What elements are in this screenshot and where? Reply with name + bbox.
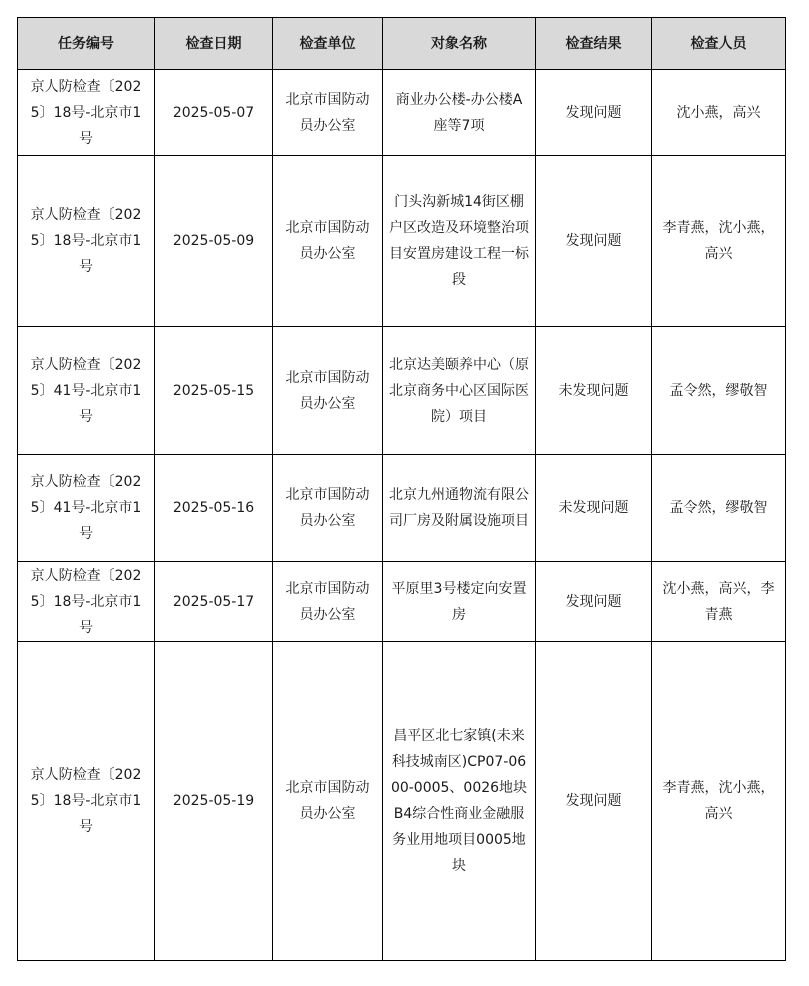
cell-unit: 北京市国防动员办公室 xyxy=(273,156,383,327)
table-body xyxy=(18,70,786,961)
cell-inspectors: 李青燕，沈小燕，高兴 xyxy=(652,156,786,327)
cell-object: 北京达美颐养中心（原北京商务中心区国际医院）项目 xyxy=(383,327,536,455)
cell-inspectors: 沈小燕，高兴，李青燕 xyxy=(652,562,786,642)
cell-result: 未发现问题 xyxy=(536,455,652,562)
cell-inspectors: 李青燕，沈小燕，高兴 xyxy=(652,642,786,961)
inspection-table xyxy=(17,17,786,961)
cell-result: 发现问题 xyxy=(536,642,652,961)
cell-date: 2025-05-17 xyxy=(155,562,273,642)
table-row xyxy=(18,562,786,642)
header-task-id: 任务编号 xyxy=(18,18,155,70)
cell-result: 发现问题 xyxy=(536,70,652,156)
cell-unit: 北京市国防动员办公室 xyxy=(273,642,383,961)
cell-task-id: 京人防检查〔2025〕18号-北京市1号 xyxy=(18,156,155,327)
table-header xyxy=(18,18,786,70)
cell-inspectors: 孟令然，缪敬智 xyxy=(652,455,786,562)
cell-date: 2025-05-07 xyxy=(155,70,273,156)
cell-inspectors: 沈小燕，高兴 xyxy=(652,70,786,156)
cell-date: 2025-05-19 xyxy=(155,642,273,961)
table-row xyxy=(18,455,786,562)
header-object: 对象名称 xyxy=(383,18,536,70)
cell-date: 2025-05-15 xyxy=(155,327,273,455)
cell-object: 北京九州通物流有限公司厂房及附属设施项目 xyxy=(383,455,536,562)
table-row xyxy=(18,156,786,327)
table-row xyxy=(18,70,786,156)
cell-task-id: 京人防检查〔2025〕41号-北京市1号 xyxy=(18,455,155,562)
cell-result: 发现问题 xyxy=(536,562,652,642)
header-row xyxy=(18,18,786,70)
cell-unit: 北京市国防动员办公室 xyxy=(273,455,383,562)
cell-object: 商业办公楼-办公楼A座等7项 xyxy=(383,70,536,156)
cell-object: 昌平区北七家镇(未来科技城南区)CP07-0600-0005、0026地块B4综合性商业金融服务业用地项目0005地块 xyxy=(383,642,536,961)
cell-result: 未发现问题 xyxy=(536,327,652,455)
cell-unit: 北京市国防动员办公室 xyxy=(273,70,383,156)
cell-result: 发现问题 xyxy=(536,156,652,327)
table-row xyxy=(18,642,786,961)
header-result: 检查结果 xyxy=(536,18,652,70)
cell-object: 门头沟新城14街区棚户区改造及环境整治项目安置房建设工程一标段 xyxy=(383,156,536,327)
header-date: 检查日期 xyxy=(155,18,273,70)
cell-object: 平原里3号楼定向安置房 xyxy=(383,562,536,642)
cell-date: 2025-05-16 xyxy=(155,455,273,562)
header-unit: 检查单位 xyxy=(273,18,383,70)
header-inspectors: 检查人员 xyxy=(652,18,786,70)
cell-date: 2025-05-09 xyxy=(155,156,273,327)
table-row xyxy=(18,327,786,455)
cell-unit: 北京市国防动员办公室 xyxy=(273,562,383,642)
cell-task-id: 京人防检查〔2025〕41号-北京市1号 xyxy=(18,327,155,455)
cell-task-id: 京人防检查〔2025〕18号-北京市1号 xyxy=(18,562,155,642)
cell-task-id: 京人防检查〔2025〕18号-北京市1号 xyxy=(18,70,155,156)
cell-inspectors: 孟令然，缪敬智 xyxy=(652,327,786,455)
cell-unit: 北京市国防动员办公室 xyxy=(273,327,383,455)
cell-task-id: 京人防检查〔2025〕18号-北京市1号 xyxy=(18,642,155,961)
